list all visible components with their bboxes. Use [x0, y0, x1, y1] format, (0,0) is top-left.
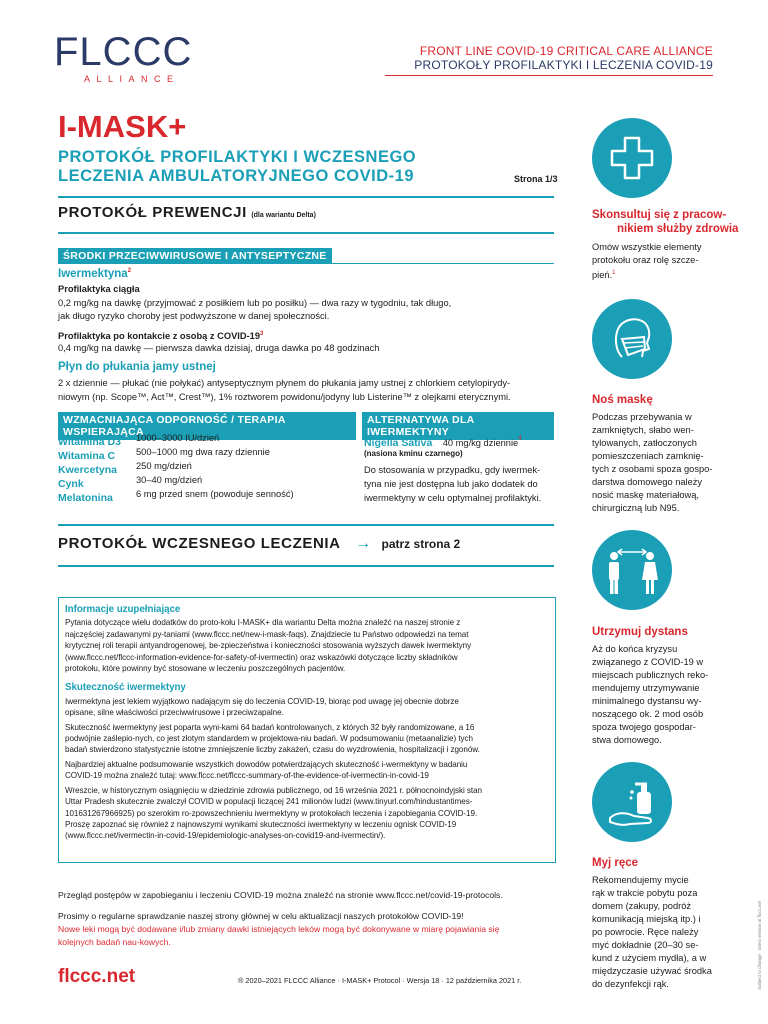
ivermectin-title-text: Iwermektyna: [58, 268, 128, 280]
immune-item-name: Witamina D3: [58, 436, 121, 448]
immune-item: [58, 460, 348, 474]
info-title-2: Skuteczność iwermektyny: [65, 682, 186, 694]
side-text-line: po powrocie. Ręce należy: [592, 927, 699, 937]
info-line: Iwermektyna jest lekiem wyjątkowo nadającym się do leczenia COVID-19, biorąc pod uwagę jej obecnie dobrze: [65, 696, 459, 706]
antiviral-bar: ŚRODKI PRZECIWWIRUSOWE I ANTYSEPTYCZNE: [58, 248, 332, 264]
side-text-line: protokołu oraz rolę szcze-: [592, 255, 699, 265]
info-line: krytycznej roli terapii antyandrogenowej, be-zpieczeństwa i konieczności stosowania wyższych dawek iwermektyny: [65, 641, 472, 651]
info-line: 101631267966925) po szerokim ro-zpowszechnieniu iwermektyny w protokołach leczenia i zapobiegania COVID-19.: [65, 808, 478, 818]
early-heading: [58, 535, 460, 553]
side-text-segment: pień.: [592, 270, 613, 281]
logo-subtext: ALLIANCE: [84, 74, 180, 84]
side-text-line: tylowanych, zatłoczonych: [592, 438, 697, 448]
contact-label-text: Profilaktyka po kontakcie z osobą z COVID-19: [58, 331, 261, 342]
alternative-bar: ALTERNATYWA DLA IWERMEKTYNY: [362, 412, 554, 440]
continuous-line-1: 0,2 mg/kg na dawkę (przyjmować z posiłkiem lub po posiłku) — dwa razy w tygodniu, tak długo,: [58, 298, 452, 308]
immune-item: [58, 432, 348, 446]
header-divider: [385, 75, 713, 76]
immune-item-name: Cynk: [58, 478, 84, 490]
side-head-consult: [592, 208, 738, 236]
prevention-heading-note: (dla wariantu Delta): [251, 212, 316, 219]
prevention-heading-text: PROTOKÓŁ PREWENCJI: [58, 204, 247, 221]
social-distance-icon: [592, 530, 672, 610]
early-heading-text: PROTOKÓŁ WCZESNEGO LECZENIA: [58, 535, 341, 552]
info-paragraph-5: [65, 785, 549, 842]
side-text-line: spoza twojego gospodar-: [592, 722, 696, 732]
immune-item-name: Melatonina: [58, 492, 113, 504]
side-text-line: [592, 267, 702, 282]
logo-text: FLCCC: [54, 30, 193, 74]
page-subtitle-line-2: LECZENIA AMBULATORYJNEGO COVID-19: [58, 167, 414, 185]
info-line: Najbardziej aktualne podsumowanie wszystkich dowodów potwierdzających skuteczność i-wermektyny w badaniu: [65, 759, 468, 769]
section-divider-top: [58, 196, 554, 198]
page-subtitle-line-1: PROTOKÓŁ PROFILAKTYKI I WCZESNEGO: [58, 148, 417, 166]
side-text-line: pomieszczeniach zamknię-: [592, 451, 704, 461]
contact-ref: 3: [260, 331, 264, 337]
info-title-1: Informacje uzupełniające: [65, 604, 181, 615]
footer-site[interactable]: flccc.net: [58, 966, 136, 987]
info-line: protokołu, które powinny być stosowane w leczeniu poszczególnych pacjentów.: [65, 664, 346, 674]
immune-item-dose: 30–40 mg/dzień: [136, 475, 203, 485]
side-text-line: międzyczasie używać środka: [592, 966, 712, 976]
info-box: [58, 597, 556, 863]
side-text-line: stwa domowego.: [592, 735, 662, 745]
side-text-line: związanego z COVID-19 w: [592, 657, 704, 667]
header-line-2: PROTOKOŁY PROFILAKTYKI I LECZENIA COVID-19: [414, 58, 713, 72]
alternative-line-1: Do stosowania w przypadku, gdy iwermek-: [364, 465, 541, 475]
info-line: Pytania dotyczące wielu dodatków do proto-kołu I-MASK+ dla wariantu Delta można znaleźć na naszej stronie z: [65, 618, 461, 628]
medical-cross-icon: [592, 118, 672, 198]
ivermectin-title: [58, 268, 131, 280]
side-text-line: Podczas przebywania w: [592, 412, 692, 422]
bottom-line-1: Przegląd postępów w zapobieganiu i leczeniu COVID-19 można znaleźć na stronie www.flccc.net/covid-19-protocols.: [58, 890, 503, 900]
side-text-distance: [592, 643, 708, 747]
side-text-line: Omów wszystkie elementy: [592, 242, 702, 252]
vertical-note: Subject to change · latest version at flccc.net: [757, 900, 762, 990]
continuous-label: Profilaktyka ciągła: [58, 284, 140, 294]
flccc-logo[interactable]: [54, 30, 194, 85]
arrow-right-icon: →: [355, 535, 372, 552]
page-number: Strona 1/3: [514, 174, 558, 184]
immune-item-dose: 250 mg/dzień: [136, 461, 192, 471]
hand-wash-icon: [592, 762, 672, 842]
side-text-line: noszącego ok. 2 mod osób: [592, 709, 704, 719]
alternative-line-3: iwermektyny w celu optymalnej profilaktyki.: [364, 493, 542, 503]
early-divider-top: [58, 524, 554, 526]
alternative-note: (nasiona kminu czarnego): [364, 449, 463, 458]
info-paragraph-2: [65, 696, 549, 719]
side-text-line: Aż do końca kryzysu: [592, 644, 678, 654]
alternative-line-2: tyna nie jest dostępna lub jako dodatek do: [364, 479, 538, 489]
side-text-line: komunikacją miejską itp.) i: [592, 914, 701, 924]
side-text-line: domem (zakupy, podróż: [592, 901, 692, 911]
immune-item: [58, 488, 348, 502]
side-text-line: nosić maskę materiałową,: [592, 490, 699, 500]
immune-item-name: Kwercetyna: [58, 464, 117, 476]
immune-item-dose: 500–1000 mg dwa razy dziennie: [136, 447, 270, 457]
info-line: Proszę zapoznać się również z najnowszymi wynikami skuteczności iwermektyny w leczeniu ognisk COVID-19: [65, 819, 457, 829]
side-text-line: tych z osobami spoza gospo-: [592, 464, 713, 474]
info-line: (www.flccc.net/ivermectin-in-covid-19/epidemiologic-analyses-on-covid19-and-ivermectin/).: [65, 831, 386, 841]
section-divider-bottom: [58, 232, 554, 234]
immune-list: [58, 432, 348, 502]
face-mask-icon: [592, 299, 672, 379]
info-paragraph-3: [65, 722, 549, 756]
alternative-ref: 4: [518, 435, 522, 442]
side-text-line: myć dokładnie (20–30 se-: [592, 940, 699, 950]
bottom-line-2: Prosimy o regularne sprawdzanie naszej strony głównej w celu aktualizacji naszych protokołów COVID-19!: [58, 911, 464, 921]
antiviral-bar-line: [58, 263, 554, 264]
immune-bar: WZMACNIAJĄCA ODPORNOŚĆ / TERAPIA WSPIERAJĄCA: [58, 412, 356, 440]
mouthwash-line-2: niowym (np. Scope™, Act™, Crest™), 1% roztworem powidonu/jodyny lub Listerine™ z olejkami eterycznymi.: [58, 392, 511, 402]
footer-copyright: ® 2020–2021 FLCCC Alliance · I-MASK+ Protocol · Wersja 18 · 12 października 2021 r.: [238, 976, 522, 985]
page-title: I-MASK+: [58, 109, 187, 144]
info-line: podwójnie zaślepio-nych, co jest złotym standardem w projektowa-niu badań. W podsumowaniu (metaanalizie) tych: [65, 734, 473, 744]
info-line: COVID-19 można znaleźć tutaj: www.flccc.net/flccc-summary-of-the-evidence-of-ivermectin-in-covid-19: [65, 771, 429, 781]
ivermectin-ref: 2: [127, 268, 132, 275]
early-divider-bottom: [58, 565, 554, 567]
alternative-dose: 40 mg/kg dziennie: [442, 438, 519, 448]
immune-item-dose: 6 mg przed snem (powoduje senność): [136, 489, 294, 499]
side-head-distance: Utrzymuj dystans: [592, 626, 688, 638]
side-text-line: zamkniętych, słabo wen-: [592, 425, 694, 435]
side-text-line: kund z użyciem mydła), a w: [592, 953, 707, 963]
side-text-line: Rekomendujemy mycie: [592, 875, 689, 885]
side-text-line: chirurgiczną lub N95.: [592, 503, 680, 513]
side-head-line: nikiem służby zdrowia: [617, 223, 739, 235]
info-line: Uttar Pradesh skutecznie zwalczył COVID w populacji liczącej 241 milionów ludzi (www.tinyurl.com/hindustantimes-: [65, 797, 473, 807]
side-text-line: mendujemy utrzymywanie: [592, 683, 700, 693]
mouthwash-title: Płyn do płukania jamy ustnej: [58, 361, 216, 373]
side-text-mask: [592, 411, 712, 515]
info-line: Wreszcie, w historycznym osiągnięciu w dziedzinie zdrowia publicznego, od 16 września 2021 r. północnoindyjski stan: [65, 785, 482, 795]
side-text-consult: [592, 241, 702, 282]
side-head-wash: Myj ręce: [592, 857, 639, 869]
prevention-heading: [58, 204, 316, 222]
info-line: najczęściej zadawanymi py-taniami (www.flccc.net/new-i-mask-faqs). Znajdziecie tu Państwo odpowiedzi na temat: [65, 629, 469, 639]
contact-text: 0,4 mg/kg na dawkę — pierwsza dawka dzisiaj, druga dawka po 48 godzinach: [58, 343, 380, 353]
side-head-mask: Noś maskę: [592, 394, 653, 406]
mouthwash-line-1: 2 x dziennie — płukać (nie połykać) antyseptycznym płynem do płukania jamy ustnej z chlorkiem cetylopirydy-: [58, 378, 511, 388]
side-text-line: miejscach publicznych reko-: [592, 670, 709, 680]
side-text-line: minimalnego dystansu wy-: [592, 696, 702, 706]
header-line-1: FRONT LINE COVID-19 CRITICAL CARE ALLIANCE: [419, 44, 713, 58]
side-text-line: darstwa domowego należy: [592, 477, 703, 487]
info-line: Skuteczność iwermektyny jest poparta wyni-kami 64 badań kontrolowanych, z których 32 były randomizowane, a 16: [65, 722, 475, 732]
immune-item-dose: 1000–3000 IU/dzień: [136, 433, 220, 443]
side-text-line: do dezynfekcji rąk.: [592, 979, 669, 989]
continuous-line-2: jak długo ryzyko choroby jest podwyższone w danej społeczności.: [58, 311, 330, 321]
side-head-line: Skonsultuj się z pracow-: [592, 209, 727, 221]
side-text-line: rąk w trakcie pobytu poza: [592, 888, 698, 898]
alternative-name: Nigella Sativa: [364, 437, 433, 449]
side-text-wash: [592, 874, 712, 991]
early-link[interactable]: patrz strona 2: [381, 537, 461, 551]
immune-item: [58, 446, 348, 460]
bottom-line-4: kolejnych badań nau-kowych.: [58, 937, 171, 947]
info-line: badań stwierdzono statystycznie istotne zmniejszenie liczby zakażeń, czasu do wyzdrowienia, hospitalizacji i zgonów.: [65, 745, 480, 755]
info-paragraph-1: [65, 617, 549, 674]
info-paragraph-4: [65, 759, 549, 782]
bottom-line-3: Nowe leki mogą być dodawane i/lub zmiany dawki istniejących leków mogą być dokonywane w miarę pojawiania się: [58, 924, 500, 934]
info-line: opisane, silne właściwości przeciwwirusowe i przeciwzapalne.: [65, 708, 284, 718]
immune-item-name: Witamina C: [58, 450, 116, 462]
side-ref: 1: [612, 270, 616, 276]
immune-item: [58, 474, 348, 488]
info-line: (www.flccc.net/flccc-information-evidence-for-safety-of-ivermectin) oraz wskazówki dotyczące liczby składników: [65, 652, 458, 662]
